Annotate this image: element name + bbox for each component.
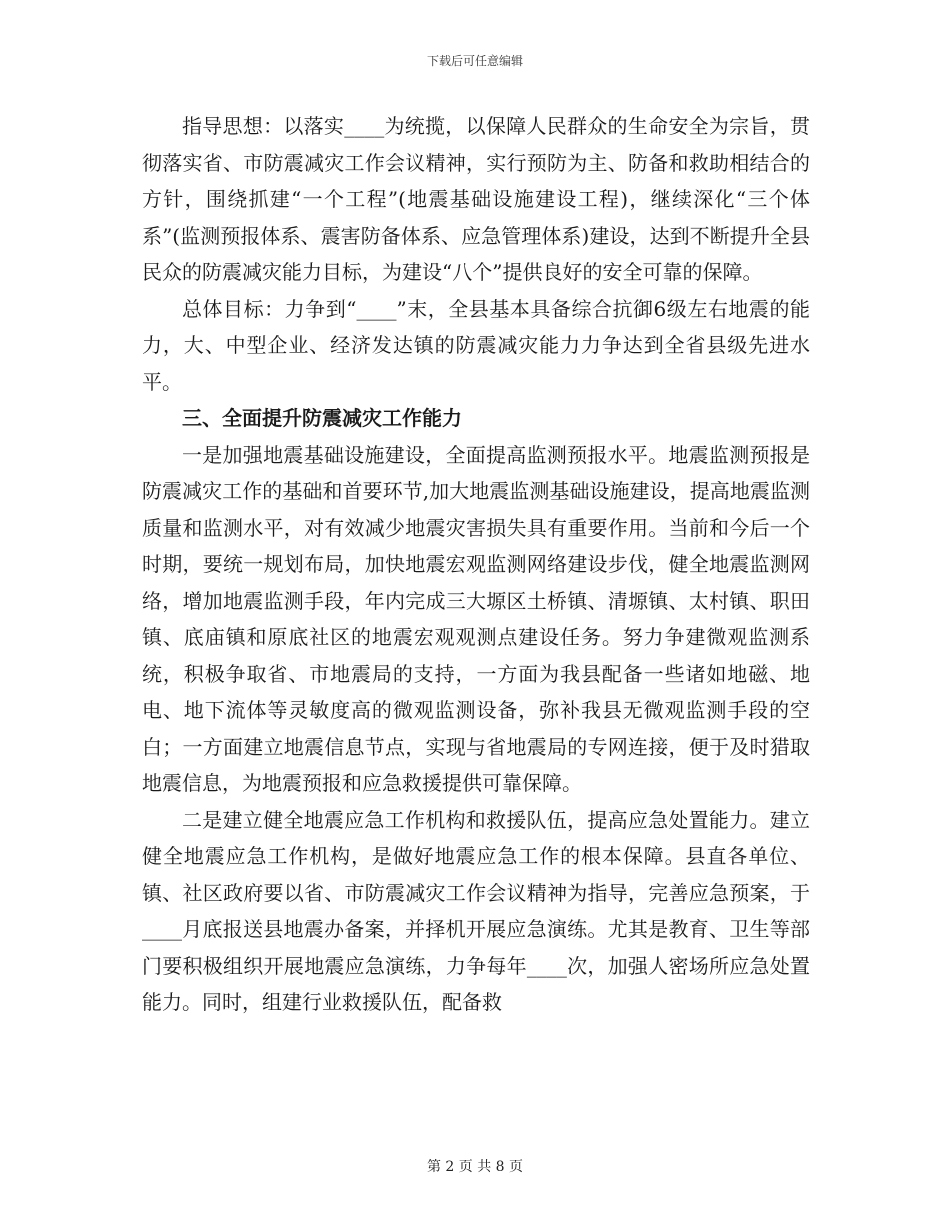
guiding-ideology-paragraph: 指导思想：以落实____为统揽，以保障人民群众的生命安全为宗旨，贯彻落实省、市防震减灾工作会议精神，实行预防为主、防备和救助相结合的方针，围绕抓建“一个工程”(地震基础设施建设工程)，继续深化“三个体系”(监测预报体系、震害防备体系、应急管理体系)建设，达到不断提升全县民众的防震减灾能力目标，为建设“八个”提供良好的安全可靠的保障。 [142, 114, 810, 284]
section-paragraph-infrastructure: 一是加强地震基础设施建设，全面提高监测预报水平。地震监测预报是防震减灾工作的基础和首要环节,加大地震监测基础设施建设，提高地震监测质量和监测水平，对有效减少地震灾害损失具有重要作用。当前和今后一个时期，要统一规划布局，加快地震宏观监测网络建设步伐，健全地震监测网络，增加地震监测手段，年内完成三大塬区土桥镇、清塬镇、太村镇、职田镇、底庙镇和原底社区的地震宏观观测点建设任务。努力争建微观监测系统，积极争取省、市地震局的支持，一方面为我县配备一些诸如地磁、地电、地下流体等灵敏度高的微观监测设备，弥补我县无微观监测手段的空白；一方面建立地震信息节点，实现与省地震局的专网连接，便于及时猎取地震信息，为地震预报和应急救援提供可靠保障。 [142, 442, 810, 795]
document-body [142, 108, 810, 1021]
page-header: 下载后可任意编辑 [426, 54, 523, 68]
section-paragraph-emergency: 二是建立健全地震应急工作机构和救援队伍，提高应急处置能力。建立健全地震应急工作机构，是做好地震应急工作的根本保障。县直各单位、镇、社区政府要以省、市防震减灾工作会议精神为指导，完善应急预案，于____月底报送县地震办备案，并择机开展应急演练。尤其是教育、卫生等部门要积极组织开展地震应急演练，力争每年____次，加强人密场所应急处置能力。同时，组建行业救援队伍，配备救 [142, 807, 810, 1014]
overall-goal-paragraph: 总体目标：力争到“____”末，全县基本具备综合抗御6级左右地震的能力，大、中型企业、经济发达镇的防震减灾能力力争达到全省县级先进水平。 [142, 296, 810, 394]
section-heading: 三、全面提升防震减灾工作能力 [182, 406, 462, 430]
page-footer: 第 2 页 共 8 页 [426, 1159, 524, 1175]
